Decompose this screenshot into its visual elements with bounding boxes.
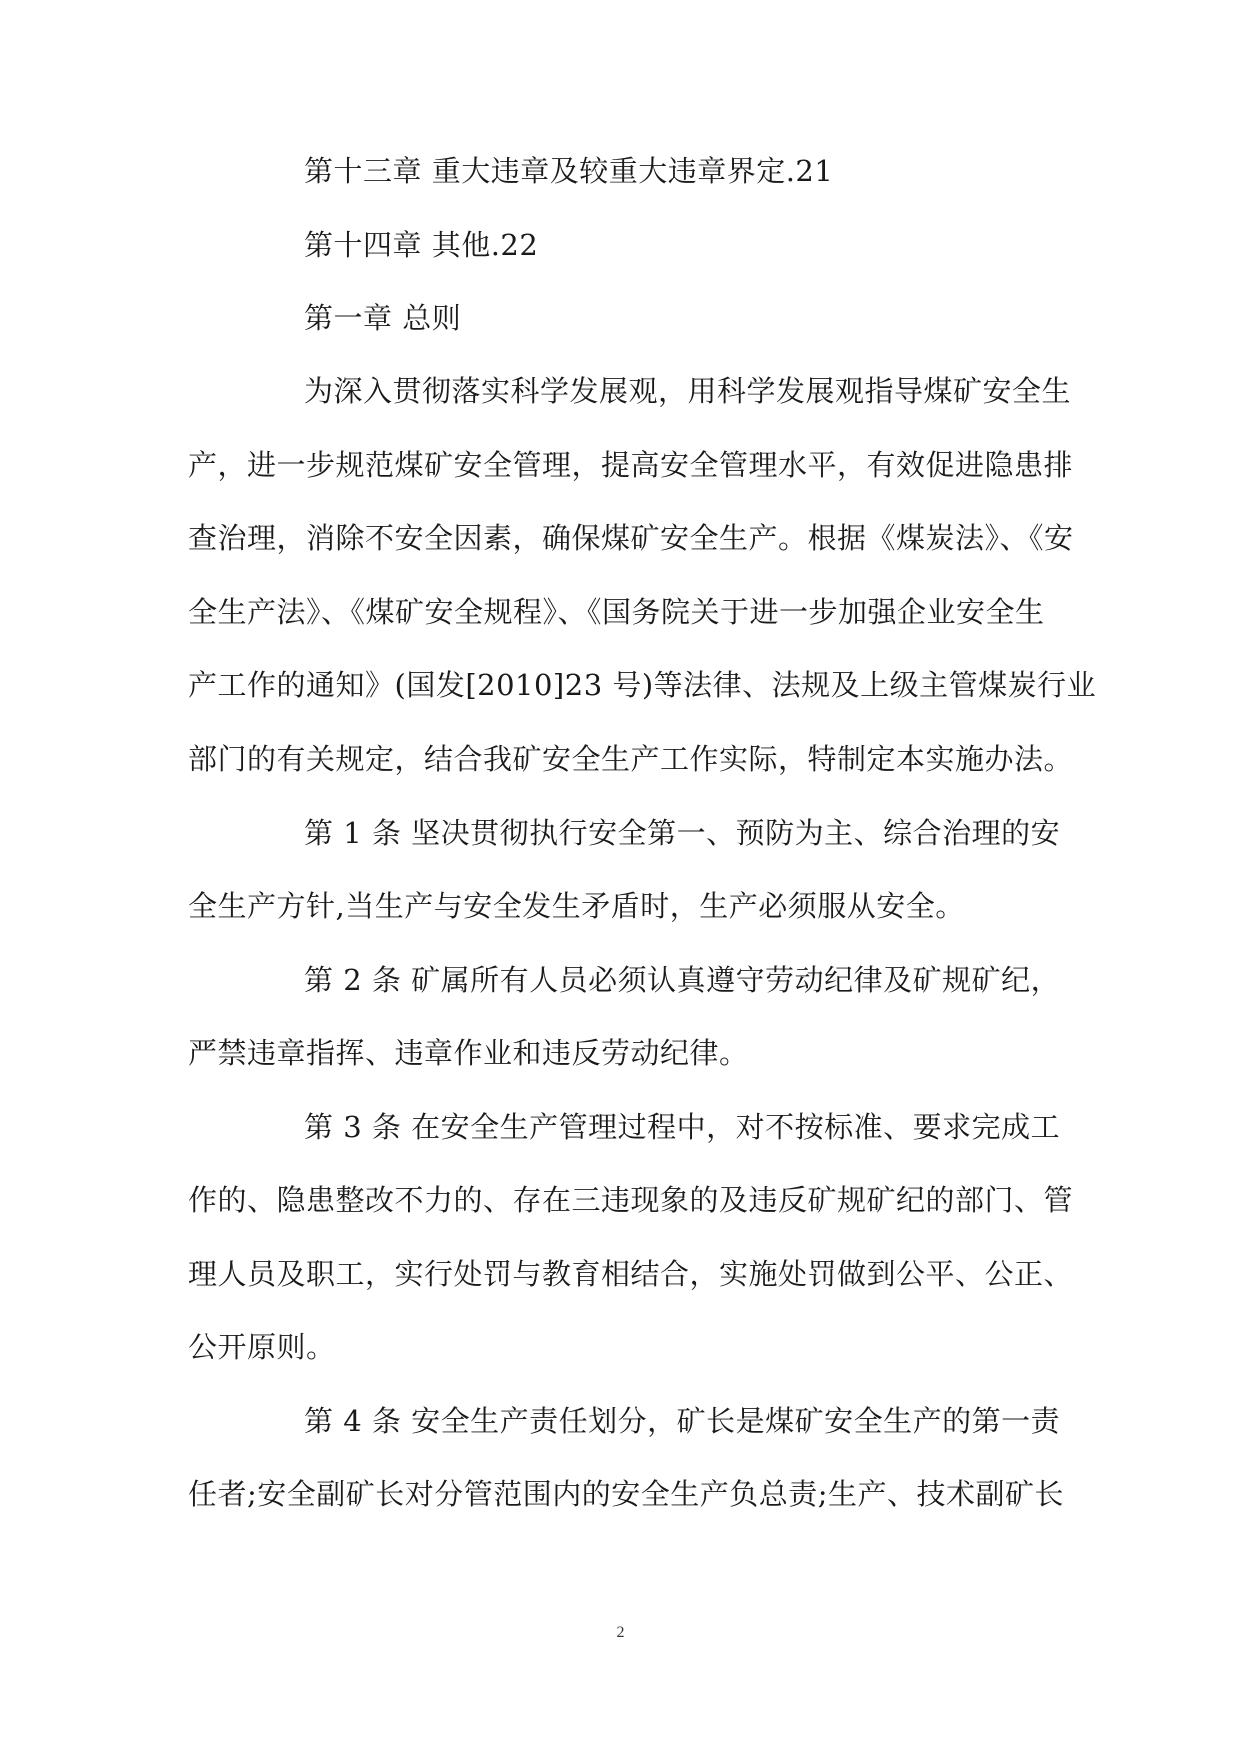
toc-entry: 第十三章 重大违章及较重大违章界定.21 xyxy=(304,154,834,188)
article-line: 第 4 条 安全生产责任划分，矿长是煤矿安全生产的第一责 xyxy=(304,1404,1061,1438)
article-line: 理人员及职工，实行处罚与教育相结合，实施处罚做到公平、公正、 xyxy=(188,1257,1074,1291)
page-number: 2 xyxy=(616,1624,625,1641)
paragraph-line: 部门的有关规定，结合我矿安全生产工作实际，特制定本实施办法。 xyxy=(188,742,1074,776)
paragraph-line: 全生产法》、《煤矿安全规程》、《国务院关于进一步加强企业安全生 xyxy=(188,595,1045,629)
article-line: 第 1 条 坚决贯彻执行安全第一、预防为主、综合治理的安 xyxy=(304,816,1061,850)
article-line: 公开原则。 xyxy=(188,1330,336,1364)
article-line: 第 2 条 矿属所有人员必须认真遵守劳动纪律及矿规矿纪， xyxy=(304,963,1061,997)
chapter-heading: 第一章 总则 xyxy=(304,301,462,335)
paragraph-line: 产，进一步规范煤矿安全管理，提高安全管理水平，有效促进隐患排 xyxy=(188,448,1074,482)
toc-entry: 第十四章 其他.22 xyxy=(304,228,539,262)
paragraph-line: 产工作的通知》(国发[2010]23 号)等法律、法规及上级主管煤炭行业 xyxy=(188,668,1097,702)
article-line: 严禁违章指挥、违章作业和违反劳动纪律。 xyxy=(188,1036,749,1070)
article-line: 作的、隐患整改不力的、存在三违现象的及违反矿规矿纪的部门、管 xyxy=(188,1183,1074,1217)
paragraph-line: 查治理，消除不安全因素，确保煤矿安全生产。根据《煤炭法》、《安 xyxy=(188,521,1074,555)
article-line: 全生产方针,当生产与安全发生矛盾时，生产必须服从安全。 xyxy=(188,889,965,923)
article-line: 任者;安全副矿长对分管范围内的安全生产负总责;生产、技术副矿长 xyxy=(188,1477,1065,1511)
paragraph-line: 为深入贯彻落实科学发展观，用科学发展观指导煤矿安全生 xyxy=(304,374,1072,408)
article-line: 第 3 条 在安全生产管理过程中，对不按标准、要求完成工 xyxy=(304,1110,1061,1144)
